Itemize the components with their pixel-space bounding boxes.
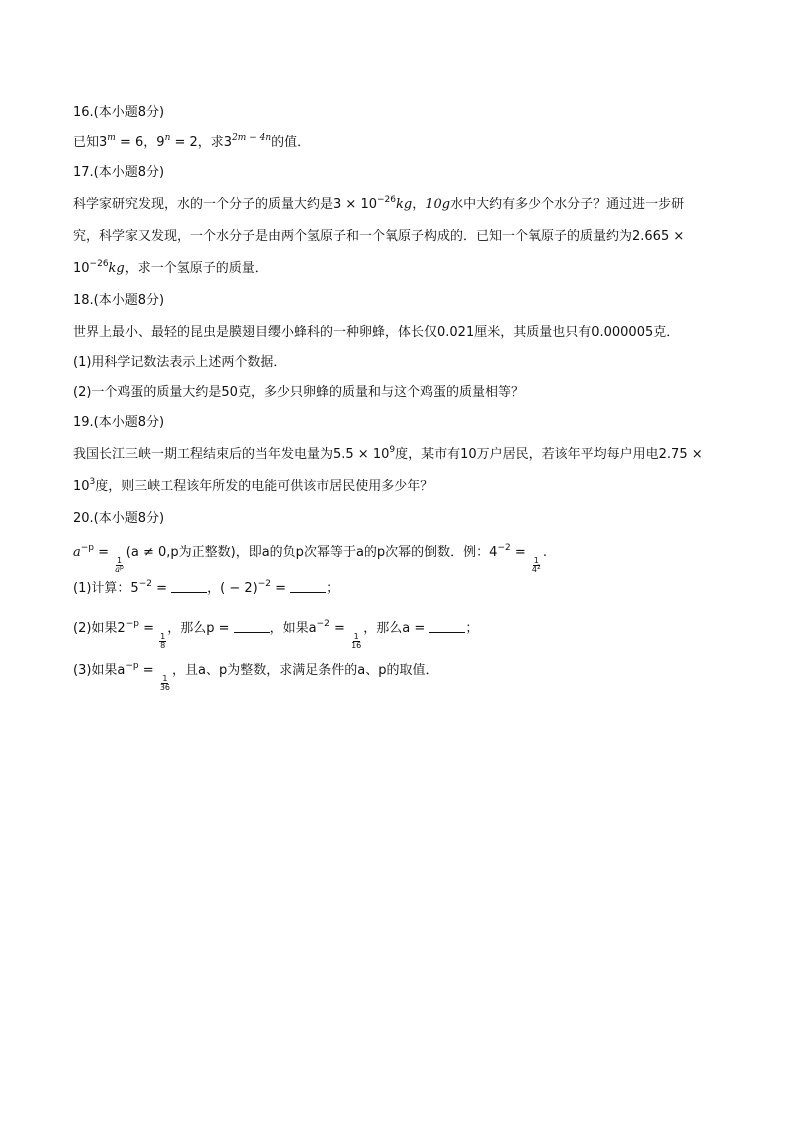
q20-part-3 [73, 662, 438, 692]
q20-ex-frac-den [531, 566, 542, 574]
q17-mass: 10g [425, 197, 451, 212]
q20-p2-frac2-den: 16 [351, 641, 362, 650]
q17-text-1a: 科学家研究发现，水的一个分子的质量大约是 [73, 197, 334, 212]
q20-p2-eq-2: = [329, 621, 350, 636]
q20-p1-eq-1: = [151, 581, 172, 596]
q20-def-frac-num: 1 [116, 556, 123, 565]
q20-def-frac-den [114, 566, 125, 574]
q20-p3-frac-num: 1 [162, 674, 168, 683]
q20-p1-text-a: (1)计算：5 [73, 581, 139, 596]
q18-part-2: (2)一个鸡蛋的质量大约是50克，多少只卵蜂的质量和与这个鸡蛋的质量相等？ [73, 385, 524, 400]
q20-def-eq: = [94, 545, 114, 560]
q20-part-2 [73, 620, 478, 650]
q20-p2-end: ； [465, 621, 479, 636]
q20-p2-text-d: ，如果a [269, 621, 317, 636]
q17-num-3: 10 [73, 261, 90, 276]
q20-p2-frac2-num: 1 [353, 632, 359, 641]
q16-exp-3: 2m − 4n [232, 133, 272, 143]
q20-def-frac-den-exp: p [119, 564, 124, 571]
q20-ex-frac-den-exp: 2 [536, 564, 541, 571]
q19-exp-1: 9 [389, 445, 396, 455]
q20-p3-text-a: (3)如果a [73, 663, 126, 678]
q18-part-1: (1)用科学记数法表示上述两个数据． [73, 355, 287, 370]
q19-text-1b: 度，某市有10万户居民，若该年平均每户用电2.75 × [395, 447, 703, 462]
q16-base-1: 3 [99, 135, 108, 150]
q19-line-2 [73, 478, 433, 496]
q20-p1-exp-1: −2 [138, 579, 152, 589]
q17-text-1g: 水中大约有多少个水分子？通过进一步研 [450, 197, 685, 212]
answer-blank-2[interactable] [290, 582, 326, 593]
q20-p2-eq-1: = [138, 621, 159, 636]
q17-line-2: 究，科学家又发现，一个水分子是由两个氢原子和一个氧原子构成的．已知一个氧原子的质量约为2.665 × [73, 229, 685, 244]
q19-text-2b: 度，则三峡工程该年所发的电能可供该市居民使用多少年？ [95, 479, 434, 494]
q20-ex-frac-den-base: 4 [531, 565, 537, 574]
q20-p2-text-g: ，那么a = [363, 621, 430, 636]
q19-line-1 [73, 446, 703, 464]
q17-exp-3: −26 [89, 259, 109, 269]
q19-num-2: 10 [73, 479, 90, 494]
q20-ex-frac-num: 1 [533, 556, 539, 565]
q20-p2-frac1-den: 8 [160, 641, 166, 650]
q20-p2-frac1-num: 1 [160, 632, 166, 641]
q20-p3-fraction [159, 675, 171, 692]
q17-exp-1: −26 [377, 195, 396, 205]
q16-text-3: = 2，求 [170, 135, 224, 150]
q20-ex-eq: = [510, 545, 530, 560]
q20-p1-end: ； [326, 581, 340, 596]
q20-definition [73, 544, 547, 574]
q20-title: 20.(本小题8分) [73, 511, 165, 526]
q20-p2-exp-2: −2 [316, 619, 330, 629]
q17-text-3c: ，求一个氢原子的质量． [124, 261, 268, 276]
q20-def-end: . [542, 545, 547, 560]
q20-p2-fraction-2 [350, 633, 362, 650]
q18-line-1: 世界上最小、最轻的昆虫是膜翅目缨小蜂科的一种卵蜂，体长仅0.021厘米，其质量也只有0.000005克． [73, 325, 680, 340]
q17-line-1 [73, 196, 684, 214]
q16-exp-1: m [107, 133, 116, 143]
q20-def-text-1: (a ≠ 0,p为正整数)，即a的负p次幂等于a的p次幂的倒数．例：4 [125, 545, 498, 560]
q16-exp-2: n [164, 133, 171, 143]
q20-def-frac-den-base: a [115, 565, 120, 574]
q16-text-2: = 6， [115, 135, 157, 150]
q20-def-fraction [114, 557, 125, 574]
q17-unit-3: kg [108, 261, 125, 276]
q19-exp-2: 3 [89, 477, 96, 487]
q16-title: 16.(本小题8分) [73, 105, 165, 120]
q16-text-1: 已知 [73, 135, 100, 150]
q20-def-base: a [73, 545, 81, 560]
q17-line-3 [73, 260, 268, 278]
q20-p2-text-c: ，那么p = [167, 621, 234, 636]
q20-p3-frac-den: 36 [159, 683, 171, 692]
q17-comma: ， [412, 197, 426, 212]
q20-p3-eq: = [138, 663, 158, 678]
q20-p1-text-c: ，( − 2) [207, 581, 258, 596]
q20-part-1 [73, 580, 339, 598]
answer-blank-4[interactable] [429, 622, 465, 633]
q20-p3-exp: −p [125, 661, 139, 671]
q17-unit-1: kg [396, 197, 413, 212]
q16-text-4: 的值． [271, 135, 311, 150]
q20-p2-exp-1: −p [125, 619, 139, 629]
q17-num-1: 3 × 10 [333, 197, 377, 212]
q20-p2-fraction-1 [159, 633, 166, 650]
q20-p2-text-a: (2)如果2 [73, 621, 126, 636]
q20-p3-text-c: ，且a、p为整数，求满足条件的a、p的取值． [172, 663, 439, 678]
q20-def-exp: −p [80, 543, 95, 553]
q16-base-3: 3 [223, 135, 233, 150]
answer-blank-1[interactable] [171, 582, 207, 593]
q20-ex-exp: −2 [497, 543, 511, 553]
q16-base-2: 9 [156, 135, 165, 150]
q20-p1-exp-2: −2 [257, 579, 271, 589]
q19-text-1a: 我国长江三峡一期工程结束后的当年发电量为5.5 × 10 [73, 447, 390, 462]
q20-p1-eq-2: = [271, 581, 291, 596]
q17-title: 17.(本小题8分) [73, 165, 165, 180]
q19-title: 19.(本小题8分) [73, 415, 165, 430]
q18-title: 18.(本小题8分) [73, 293, 165, 308]
q20-example-fraction [531, 557, 542, 574]
answer-blank-3[interactable] [234, 622, 270, 633]
q16-body [73, 134, 310, 152]
